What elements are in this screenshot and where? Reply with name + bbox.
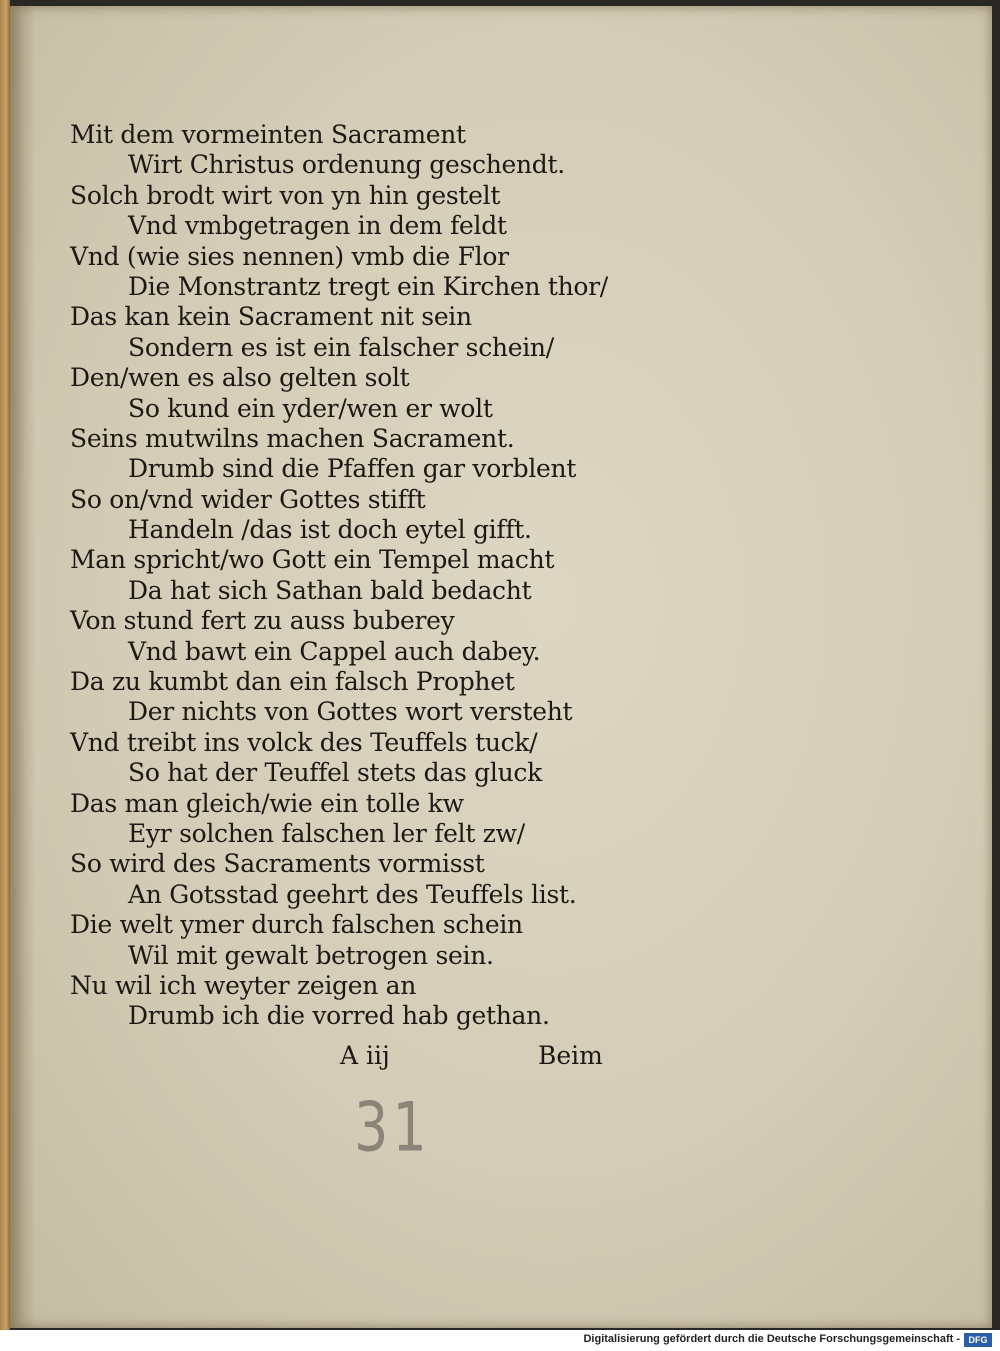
verse-line: Vnd bawt ein Cappel auch dabey. — [128, 636, 541, 666]
verse-line: Die Monstrantz tregt ein Kirchen thor/ — [128, 271, 608, 301]
verse-line: Solch brodt wirt von yn hin gestelt — [70, 180, 501, 210]
book-cover-edge — [0, 0, 10, 1330]
verse-line: Da hat sich Sathan bald bedacht — [128, 575, 532, 605]
dfg-logo: DFG — [964, 1333, 992, 1347]
verse-line: So on/vnd wider Gottes stifft — [70, 484, 426, 514]
verse-line: Drumb ich die vorred hab gethan. — [128, 1001, 550, 1031]
verse-line: Vnd vmbgetragen in dem feldt — [128, 211, 507, 241]
verse-line: Wil mit gewalt betrogen sein. — [128, 940, 494, 970]
page-foot-row — [10, 1041, 992, 1075]
verse-line: Handeln /das ist doch eytel gifft. — [128, 515, 532, 545]
verse-line: So kund ein yder/wen er wolt — [128, 393, 493, 423]
digitization-footer — [0, 1330, 1000, 1351]
book-page — [10, 6, 992, 1328]
verse-line: Mit dem vormeinten Sacrament — [70, 120, 466, 149]
verse-line: Man spricht/wo Gott ein Tempel macht — [70, 545, 555, 575]
verse-line: So hat der Teuffel stets das gluck — [128, 758, 542, 788]
verse-line: Vnd (wie sies nennen) vmb die Flor — [70, 241, 509, 271]
verse-line: Das man gleich/wie ein tolle kw — [70, 788, 464, 818]
verse-line: Sondern es ist ein falscher schein/ — [128, 332, 554, 362]
verse-line: Wirt Christus ordenung geschendt. — [128, 150, 565, 180]
verse-text-block — [70, 120, 690, 1032]
verse-line: Vnd treibt ins volck des Teuffels tuck/ — [70, 727, 538, 757]
verse-line: Das kan kein Sacrament nit sein — [70, 302, 472, 332]
verse-line: Von stund fert zu auss buberey — [70, 606, 455, 636]
catchword: Beim — [538, 1041, 603, 1070]
verse-line: Den/wen es also gelten solt — [70, 363, 410, 393]
verse-line: Eyr solchen falschen ler felt zw/ — [128, 818, 525, 848]
verse-line: An Gotsstad geehrt des Teuffels list. — [128, 879, 577, 909]
verse-line: Da zu kumbt dan ein falsch Prophet — [70, 667, 515, 697]
funding-credit: Digitalisierung gefördert durch die Deutsche Forschungsgemeinschaft - — [583, 1333, 960, 1345]
signature-mark: A iij — [340, 1041, 390, 1070]
pencil-folio-number: 31 — [354, 1088, 431, 1167]
verse-line: Seins mutwilns machen Sacrament. — [70, 423, 515, 453]
verse-line: Der nichts von Gottes wort versteht — [128, 697, 573, 727]
verse-line: Nu wil ich weyter zeigen an — [70, 970, 417, 1000]
verse-line: Die welt ymer durch falschen schein — [70, 910, 523, 940]
verse-line: Drumb sind die Pfaffen gar vorblent — [128, 454, 577, 484]
verse-line: So wird des Sacraments vormisst — [70, 849, 485, 879]
gutter-shadow — [10, 6, 36, 1328]
